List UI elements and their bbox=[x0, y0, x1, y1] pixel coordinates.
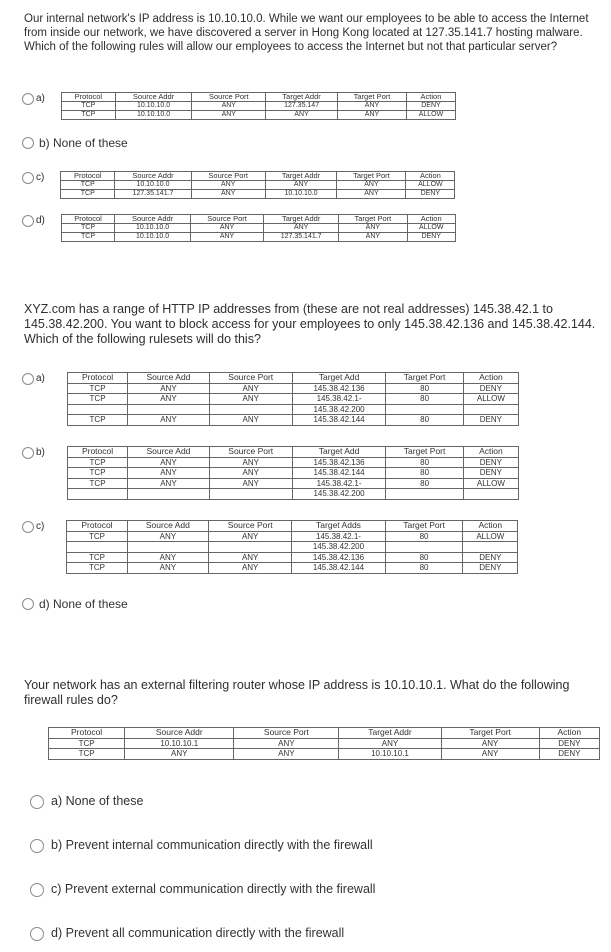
table-row bbox=[67, 478, 518, 489]
q2-option-a[interactable] bbox=[22, 372, 519, 426]
table-row bbox=[61, 181, 455, 190]
table-cell: 80 bbox=[386, 468, 464, 479]
table-cell: ALLOW bbox=[406, 181, 455, 190]
table-row bbox=[61, 102, 455, 111]
table-cell: 10.10.10.1 bbox=[339, 749, 441, 760]
table-header: Protocol bbox=[49, 728, 125, 739]
table-header: Action bbox=[539, 728, 599, 739]
q1-option-a-table bbox=[61, 92, 456, 120]
table-cell: TCP bbox=[67, 415, 127, 426]
table-cell: 127.35.141.7 bbox=[264, 233, 339, 242]
table-cell: ANY bbox=[234, 749, 339, 760]
q2-option-c[interactable] bbox=[22, 520, 518, 574]
table-row bbox=[67, 542, 518, 553]
q1-option-b-radio[interactable] bbox=[22, 137, 34, 149]
table-cell: ANY bbox=[190, 224, 263, 233]
table-cell: DENY bbox=[539, 738, 599, 749]
table-header: Target Addr bbox=[264, 215, 339, 224]
table-cell: ALLOW bbox=[463, 531, 518, 542]
table-cell bbox=[67, 542, 127, 553]
table-cell: ANY bbox=[209, 383, 292, 394]
table-cell: ANY bbox=[128, 457, 210, 468]
table-cell: ANY bbox=[209, 457, 292, 468]
table-cell: 145.38.42.200 bbox=[292, 404, 386, 415]
table-cell: TCP bbox=[61, 111, 115, 120]
table-header: Target Add bbox=[292, 373, 386, 384]
table-cell: TCP bbox=[67, 563, 127, 574]
table-cell: 10.10.10.0 bbox=[115, 102, 192, 111]
table-cell: DENY bbox=[406, 190, 455, 199]
q1-option-d-letter: d) bbox=[36, 215, 45, 226]
table-row bbox=[61, 111, 455, 120]
table-cell: 80 bbox=[385, 531, 463, 542]
table-header: Source Port bbox=[209, 373, 292, 384]
table-header: Protocol bbox=[61, 93, 115, 102]
table-cell: ANY bbox=[234, 738, 339, 749]
table-cell: 10.10.10.0 bbox=[115, 233, 191, 242]
table-row bbox=[67, 394, 518, 405]
q3-option-a[interactable] bbox=[30, 794, 143, 809]
table-header: Target Port bbox=[337, 172, 406, 181]
table-header: Source Addr bbox=[115, 93, 192, 102]
table-cell: TCP bbox=[67, 531, 127, 542]
table-cell: DENY bbox=[407, 233, 455, 242]
table-cell: ANY bbox=[128, 468, 210, 479]
table-header: Target Port bbox=[386, 373, 464, 384]
q3-option-b-radio[interactable] bbox=[30, 839, 44, 853]
q1-option-b-label: b) None of these bbox=[39, 136, 128, 150]
table-cell: ANY bbox=[209, 415, 292, 426]
q1-option-c-radio[interactable] bbox=[22, 172, 34, 184]
table-header: Action bbox=[406, 172, 455, 181]
table-cell: 80 bbox=[386, 457, 464, 468]
table-cell: 10.10.10.0 bbox=[265, 190, 337, 199]
table-cell: ANY bbox=[209, 563, 292, 574]
table-header: Source Port bbox=[192, 93, 266, 102]
table-cell: TCP bbox=[67, 394, 127, 405]
table-cell: ALLOW bbox=[407, 224, 455, 233]
table-cell: ANY bbox=[339, 224, 407, 233]
table-cell: DENY bbox=[463, 383, 518, 394]
table-cell: ANY bbox=[128, 383, 210, 394]
table-cell: ANY bbox=[209, 468, 292, 479]
q1-option-a[interactable] bbox=[22, 92, 456, 120]
table-cell: TCP bbox=[67, 468, 127, 479]
table-cell bbox=[67, 489, 127, 500]
table-header: Action bbox=[463, 447, 518, 458]
table-cell: 80 bbox=[386, 383, 464, 394]
table-row bbox=[67, 468, 518, 479]
q1-option-c-table bbox=[60, 171, 455, 199]
table-cell: TCP bbox=[61, 190, 115, 199]
table-cell: ANY bbox=[339, 738, 441, 749]
q1-option-a-letter: a) bbox=[36, 93, 45, 104]
table-header: Source Addr bbox=[125, 728, 234, 739]
table-cell: 145.38.42.136 bbox=[292, 457, 386, 468]
table-row bbox=[61, 233, 455, 242]
table-cell: ANY bbox=[127, 563, 209, 574]
table-cell: 145.38.42.200 bbox=[292, 489, 386, 500]
q3-option-a-radio[interactable] bbox=[30, 795, 44, 809]
table-cell: ANY bbox=[127, 552, 209, 563]
table-row bbox=[61, 224, 455, 233]
table-cell: DENY bbox=[463, 563, 518, 574]
table-cell: ANY bbox=[337, 190, 406, 199]
question-1-text: Our internal network's IP address is 10.10.10.0. While we want our employees to be able to access the Internet from inside our network, we have discovered a server in Hong Kong located at 127.35.141.7 hosting malware. Which of the following rules will allow our employees to access the Internet but not that particular server? bbox=[24, 13, 589, 53]
table-cell: 10.10.10.0 bbox=[115, 111, 192, 120]
table-header: Source Port bbox=[209, 447, 292, 458]
q1-option-c[interactable] bbox=[22, 171, 455, 199]
table-header: Protocol bbox=[61, 172, 115, 181]
table-header: Protocol bbox=[67, 521, 127, 532]
table-cell bbox=[128, 489, 210, 500]
table-cell: ANY bbox=[128, 394, 210, 405]
q1-option-a-radio[interactable] bbox=[22, 93, 34, 105]
table-row bbox=[67, 415, 518, 426]
table-row bbox=[67, 489, 518, 500]
q3-rules-table bbox=[48, 727, 600, 760]
table-row bbox=[67, 563, 518, 574]
table-cell: ANY bbox=[337, 181, 406, 190]
table-cell: DENY bbox=[463, 468, 518, 479]
table-cell: ANY bbox=[339, 233, 407, 242]
q3-option-b-label: b) Prevent internal communication directly with the firewall bbox=[51, 838, 373, 852]
q2-option-b-table bbox=[67, 446, 519, 500]
table-cell: ANY bbox=[209, 478, 292, 489]
table-cell bbox=[386, 489, 464, 500]
q2-option-d-radio[interactable] bbox=[22, 598, 34, 610]
table-row bbox=[49, 749, 600, 760]
table-header: Target Port bbox=[339, 215, 407, 224]
table-cell: TCP bbox=[61, 224, 114, 233]
table-cell: ANY bbox=[191, 181, 265, 190]
table-cell: DENY bbox=[539, 749, 599, 760]
q2-option-c-radio[interactable] bbox=[22, 521, 34, 533]
table-cell: 145.38.42.136 bbox=[292, 552, 386, 563]
table-row bbox=[67, 531, 518, 542]
q3-option-a-label: a) None of these bbox=[51, 794, 144, 808]
table-cell: DENY bbox=[407, 102, 456, 111]
table-cell: TCP bbox=[67, 457, 127, 468]
table-header: Target Port bbox=[337, 93, 406, 102]
table-cell: ANY bbox=[337, 111, 406, 120]
q1-option-d-table bbox=[61, 214, 456, 242]
table-cell: 80 bbox=[385, 552, 463, 563]
table-cell: 80 bbox=[386, 478, 464, 489]
table-header: Source Port bbox=[234, 728, 339, 739]
table-header: Target Adds bbox=[292, 521, 386, 532]
table-header: Source Port bbox=[190, 215, 263, 224]
table-cell: ANY bbox=[209, 394, 292, 405]
table-row bbox=[49, 738, 600, 749]
table-cell bbox=[67, 404, 127, 415]
table-cell: 80 bbox=[386, 394, 464, 405]
table-header: Source Add bbox=[127, 521, 209, 532]
table-cell: ALLOW bbox=[407, 111, 456, 120]
table-cell: ANY bbox=[191, 190, 265, 199]
table-cell bbox=[463, 404, 518, 415]
table-cell: TCP bbox=[61, 233, 114, 242]
q2-option-a-radio[interactable] bbox=[22, 373, 34, 385]
q1-option-c-letter: c) bbox=[36, 172, 45, 183]
table-cell: DENY bbox=[463, 457, 518, 468]
table-row bbox=[67, 457, 518, 468]
table-header: Source Add bbox=[128, 447, 210, 458]
table-row bbox=[67, 383, 518, 394]
table-header: Target Port bbox=[386, 447, 464, 458]
table-cell: ANY bbox=[209, 531, 292, 542]
table-header: Protocol bbox=[67, 373, 127, 384]
table-header: Target Port bbox=[385, 521, 463, 532]
table-cell: ALLOW bbox=[463, 478, 518, 489]
q2-option-b-radio[interactable] bbox=[22, 447, 34, 459]
table-cell bbox=[463, 489, 518, 500]
q1-option-d[interactable] bbox=[22, 214, 456, 242]
q2-option-c-table bbox=[66, 520, 518, 574]
table-cell: ANY bbox=[128, 478, 210, 489]
q3-option-c-radio[interactable] bbox=[30, 883, 44, 897]
table-cell: ANY bbox=[265, 181, 337, 190]
table-cell: TCP bbox=[49, 738, 125, 749]
table-cell: ANY bbox=[125, 749, 234, 760]
table-cell: ANY bbox=[192, 102, 266, 111]
q2-option-a-table bbox=[67, 372, 519, 426]
table-header: Target Addr bbox=[265, 172, 337, 181]
q1-option-b[interactable] bbox=[22, 136, 128, 150]
table-cell: 145.38.42.144 bbox=[292, 468, 386, 479]
table-cell: 127.35.141.7 bbox=[115, 190, 192, 199]
table-cell: ANY bbox=[337, 102, 406, 111]
table-header: Protocol bbox=[67, 447, 127, 458]
q3-option-c[interactable] bbox=[30, 882, 375, 897]
table-cell: 145.38.42.1- bbox=[292, 478, 386, 489]
table-header: Target Addr bbox=[339, 728, 441, 739]
table-cell: ANY bbox=[192, 111, 266, 120]
table-cell: ALLOW bbox=[463, 394, 518, 405]
q3-option-d-radio[interactable] bbox=[30, 927, 44, 941]
table-header: Target Add bbox=[292, 447, 386, 458]
q2-option-b[interactable] bbox=[22, 446, 519, 500]
table-header: Source Port bbox=[191, 172, 265, 181]
table-cell bbox=[386, 404, 464, 415]
table-cell: ANY bbox=[127, 531, 209, 542]
table-cell: 10.10.10.1 bbox=[125, 738, 234, 749]
q3-option-d[interactable] bbox=[30, 926, 344, 941]
table-header: Action bbox=[463, 373, 518, 384]
table-cell: DENY bbox=[463, 552, 518, 563]
table-cell: TCP bbox=[67, 478, 127, 489]
table-cell: 80 bbox=[385, 563, 463, 574]
table-cell: ANY bbox=[441, 738, 539, 749]
table-cell: TCP bbox=[67, 552, 127, 563]
table-header: Target Addr bbox=[266, 93, 338, 102]
table-cell: ANY bbox=[266, 111, 338, 120]
table-cell bbox=[128, 404, 210, 415]
table-cell: 145.38.42.200 bbox=[292, 542, 386, 553]
q2-option-b-letter: b) bbox=[36, 447, 45, 458]
table-cell: TCP bbox=[61, 181, 115, 190]
table-cell bbox=[127, 542, 209, 553]
q1-option-d-radio[interactable] bbox=[22, 215, 34, 227]
table-header: Target Port bbox=[441, 728, 539, 739]
table-cell: 145.38.42.144 bbox=[292, 415, 386, 426]
table-header: Source Addr bbox=[115, 172, 192, 181]
q2-option-c-letter: c) bbox=[36, 521, 45, 532]
q3-option-b[interactable] bbox=[30, 838, 373, 853]
table-cell: 80 bbox=[386, 415, 464, 426]
table-cell: TCP bbox=[67, 383, 127, 394]
table-cell: ANY bbox=[264, 224, 339, 233]
table-cell: ANY bbox=[441, 749, 539, 760]
table-cell: 145.38.42.1- bbox=[292, 394, 386, 405]
table-cell: 145.38.42.136 bbox=[292, 383, 386, 394]
table-header: Protocol bbox=[61, 215, 114, 224]
question-2-text: XYZ.com has a range of HTTP IP addresses from (these are not real addresses) 145.38.42.1 to 145.38.42.200. You want to block access for your employees to only 145.38.42.136 and 145.38.42.144. Which of the following rulesets will do this? bbox=[24, 302, 596, 346]
q2-option-d-label: d) None of these bbox=[39, 597, 128, 611]
table-cell bbox=[209, 489, 292, 500]
table-cell: DENY bbox=[463, 415, 518, 426]
table-cell: ANY bbox=[209, 552, 292, 563]
table-header: Source Add bbox=[128, 373, 210, 384]
table-header: Action bbox=[463, 521, 518, 532]
table-header: Action bbox=[407, 215, 455, 224]
table-header: Action bbox=[407, 93, 456, 102]
table-cell: TCP bbox=[49, 749, 125, 760]
table-header: Source Port bbox=[209, 521, 292, 532]
q3-option-d-label: d) Prevent all communication directly with the firewall bbox=[51, 926, 345, 940]
table-cell: TCP bbox=[61, 102, 115, 111]
table-cell bbox=[385, 542, 463, 553]
table-cell: 10.10.10.0 bbox=[115, 181, 192, 190]
table-cell: 10.10.10.0 bbox=[115, 224, 191, 233]
q2-option-a-letter: a) bbox=[36, 373, 45, 384]
table-row bbox=[61, 190, 455, 199]
q2-option-d[interactable] bbox=[22, 597, 128, 611]
table-cell: 145.38.42.144 bbox=[292, 563, 386, 574]
table-cell: 127.35.147 bbox=[266, 102, 338, 111]
table-cell: 145.38.42.1- bbox=[292, 531, 386, 542]
table-cell bbox=[209, 542, 292, 553]
table-header: Source Addr bbox=[115, 215, 191, 224]
table-cell: ANY bbox=[190, 233, 263, 242]
table-cell bbox=[209, 404, 292, 415]
table-cell: ANY bbox=[128, 415, 210, 426]
table-cell bbox=[463, 542, 518, 553]
q3-option-c-label: c) Prevent external communication directly with the firewall bbox=[51, 882, 376, 896]
table-row bbox=[67, 404, 518, 415]
question-3-text: Your network has an external filtering router whose IP address is 10.10.10.1. What do the following firewall rules do? bbox=[24, 678, 570, 707]
table-row bbox=[67, 552, 518, 563]
